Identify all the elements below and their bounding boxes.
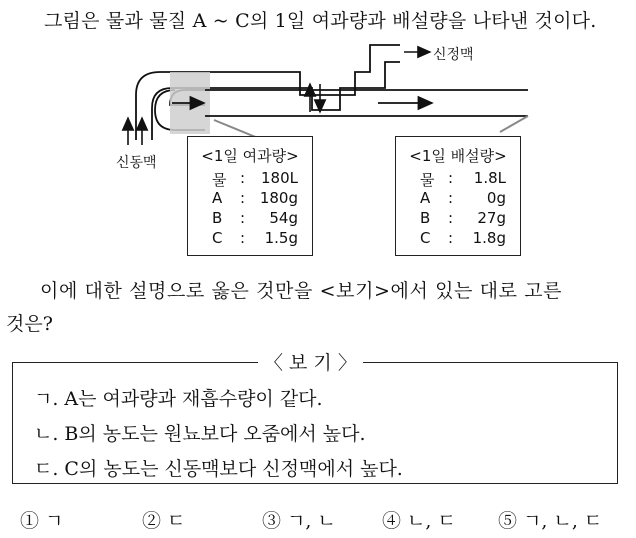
bogi-item-digeut: ㄷ. C의 농도는 신동맥보다 신정맥에서 높다. [34, 458, 403, 480]
question-line-3: 것은? [6, 313, 53, 335]
renal-vein-label: 신정맥 [433, 47, 474, 63]
option-4[interactable]: ④ ㄴ, ㄷ [382, 510, 456, 532]
excretion-colon: : [448, 169, 454, 187]
filtration-name-b: B [212, 209, 223, 227]
filtration-name-c: C [212, 229, 223, 247]
bogi-item-nieun: ㄴ. B의 농도는 원뇨보다 오줌에서 높다. [34, 423, 366, 445]
question-line-1: 그림은 물과 물질 A ~ C의 1일 여과량과 배설량을 나타낸 것이다. [44, 10, 597, 32]
tubule [205, 90, 528, 116]
excretion-name-water: 물 [420, 171, 435, 189]
filtration-value-a: 180g [259, 189, 298, 207]
excretion-value-water: 1.8L [473, 169, 506, 187]
option-1[interactable]: ① ㄱ [20, 510, 64, 532]
bogi-title: 〈 보 기 〉 [258, 348, 363, 375]
excretion-colon: : [448, 229, 454, 247]
excretion-value-b: 27g [477, 209, 506, 227]
excretion-name-b: B [420, 209, 431, 227]
filtration-value-b: 54g [269, 209, 298, 227]
option-2[interactable]: ② ㄷ [142, 510, 186, 532]
excretion-table [395, 136, 521, 256]
filtration-colon: : [240, 229, 246, 247]
filtration-value-water: 180L [261, 169, 298, 187]
filtration-value-c: 1.5g [264, 229, 298, 247]
pointer-line-excretion [500, 116, 528, 132]
filtration-header: <1일 여과량> [201, 147, 299, 165]
excretion-value-a: 0g [486, 189, 506, 207]
filtration-colon: : [240, 209, 246, 227]
bogi-item-giyeok: ㄱ. A는 여과량과 재흡수량이 같다. [34, 388, 323, 410]
excretion-value-c: 1.8g [472, 229, 506, 247]
excretion-name-a: A [420, 189, 431, 207]
filtration-table [187, 136, 313, 256]
question-line-2: 이에 대한 설명으로 옳은 것만을 <보기>에서 있는 대로 고른 [40, 280, 563, 302]
filtration-colon: : [240, 169, 246, 187]
excretion-header: <1일 배설량> [409, 147, 507, 165]
excretion-colon: : [448, 209, 454, 227]
renal-artery-label: 신동맥 [116, 155, 157, 171]
filtration-colon: : [240, 189, 246, 207]
excretion-colon: : [448, 189, 454, 207]
option-3[interactable]: ③ ㄱ, ㄴ [262, 510, 336, 532]
filtration-name-a: A [212, 189, 223, 207]
excretion-name-c: C [420, 229, 431, 247]
option-5[interactable]: ⑤ ㄱ, ㄴ, ㄷ [498, 510, 603, 532]
filtration-name-water: 물 [212, 171, 227, 189]
